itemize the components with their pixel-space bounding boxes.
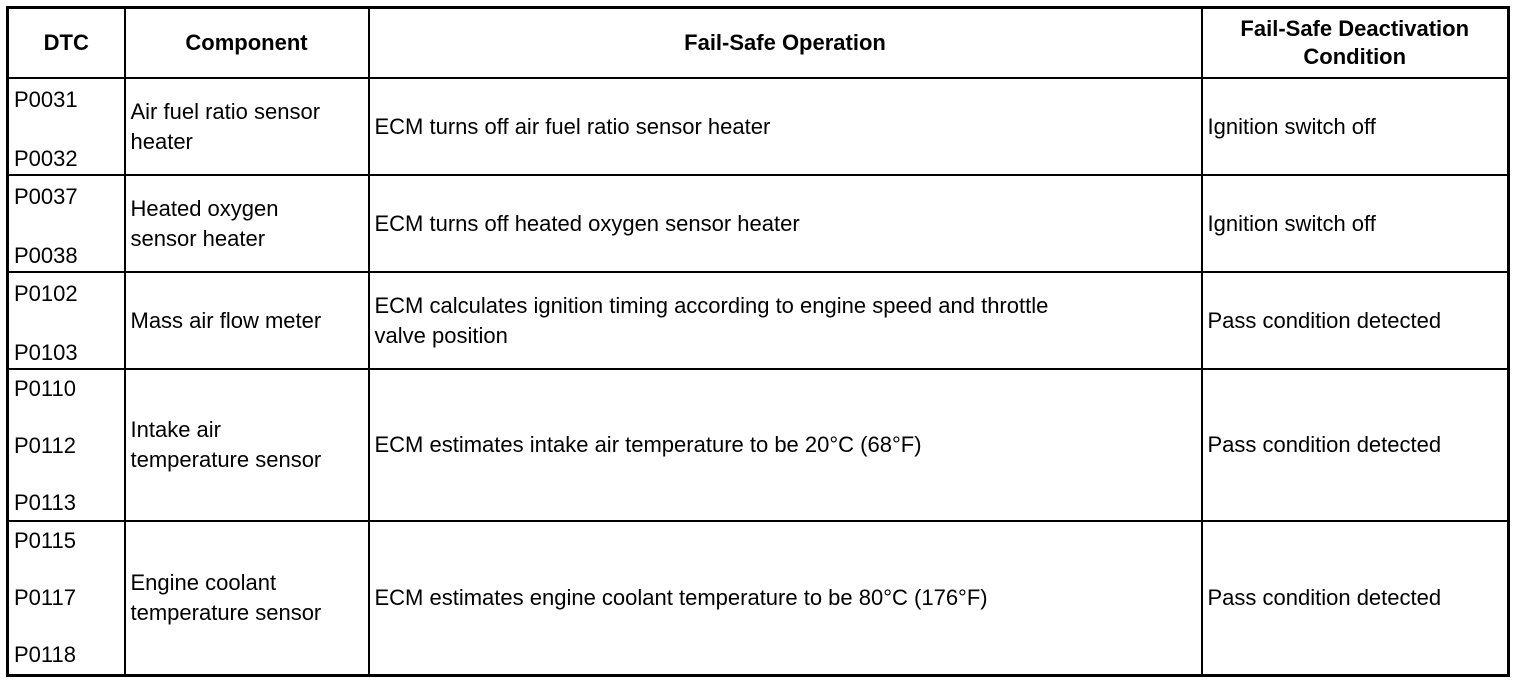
component-text: sensor heater	[130, 225, 266, 251]
operation-text: valve position	[374, 322, 508, 348]
operation-cell	[369, 272, 1202, 369]
dtc-code: P0113	[14, 490, 76, 515]
table-row	[8, 521, 1509, 676]
component-cell	[125, 272, 369, 369]
operation-text: ECM calculates ignition timing according to engine speed and throttle	[374, 292, 1049, 318]
component-text: temperature sensor	[130, 447, 322, 472]
operation-cell	[369, 175, 1202, 272]
deactivation-cell: Pass condition detected	[1202, 272, 1509, 369]
operation-cell	[369, 369, 1202, 521]
header-deactivation	[1202, 8, 1509, 79]
dtc-code: P0103	[14, 340, 78, 365]
dtc-cell	[8, 272, 125, 369]
component-text: Engine coolant	[130, 570, 277, 595]
operation-text: ECM estimates intake air temperature to be 20°C (68°F)	[374, 432, 922, 457]
dtc-code: P0032	[14, 146, 78, 171]
component-text: Intake air	[130, 417, 221, 442]
table-row	[8, 175, 1509, 272]
dtc-code: P0031	[14, 87, 78, 112]
dtc-code: P0117	[14, 585, 76, 610]
fail-safe-table	[6, 6, 1510, 677]
dtc-code: P0102	[14, 281, 78, 306]
component-text: Mass air flow meter	[130, 307, 322, 333]
dtc-code: P0038	[14, 243, 78, 268]
component-cell	[125, 521, 369, 676]
dtc-cell	[8, 521, 125, 676]
header-row	[8, 8, 1509, 79]
dtc-code: P0115	[14, 528, 76, 553]
operation-cell	[369, 521, 1202, 676]
deactivation-cell: Pass condition detected	[1202, 521, 1509, 676]
dtc-code: P0118	[14, 642, 76, 667]
component-text: Heated oxygen	[130, 195, 279, 221]
header-deactivation-line2: Condition	[1303, 44, 1407, 69]
dtc-code: P0110	[14, 376, 76, 401]
dtc-cell	[8, 369, 125, 521]
dtc-cell	[8, 175, 125, 272]
operation-text: ECM turns off air fuel ratio sensor heater	[374, 113, 771, 139]
header-component: Component	[125, 8, 369, 79]
deactivation-cell: Ignition switch off	[1202, 78, 1509, 175]
dtc-code: P0112	[14, 433, 76, 458]
dtc-cell	[8, 78, 125, 175]
operation-text: ECM estimates engine coolant temperature to be 80°C (176°F)	[374, 585, 988, 610]
dtc-code: P0037	[14, 184, 78, 209]
header-dtc: DTC	[8, 8, 125, 79]
component-text: Air fuel ratio sensor	[130, 98, 321, 124]
header-deactivation-line1: Fail-Safe Deactivation	[1240, 16, 1470, 41]
table-row	[8, 78, 1509, 175]
component-cell	[125, 175, 369, 272]
deactivation-cell: Pass condition detected	[1202, 369, 1509, 521]
table-row	[8, 369, 1509, 521]
operation-text: ECM turns off heated oxygen sensor heater	[374, 210, 800, 236]
operation-cell	[369, 78, 1202, 175]
deactivation-cell: Ignition switch off	[1202, 175, 1509, 272]
component-cell	[125, 78, 369, 175]
table-row	[8, 272, 1509, 369]
component-text: temperature sensor	[130, 600, 322, 625]
component-cell	[125, 369, 369, 521]
header-operation: Fail-Safe Operation	[369, 8, 1202, 79]
component-text: heater	[130, 128, 193, 154]
